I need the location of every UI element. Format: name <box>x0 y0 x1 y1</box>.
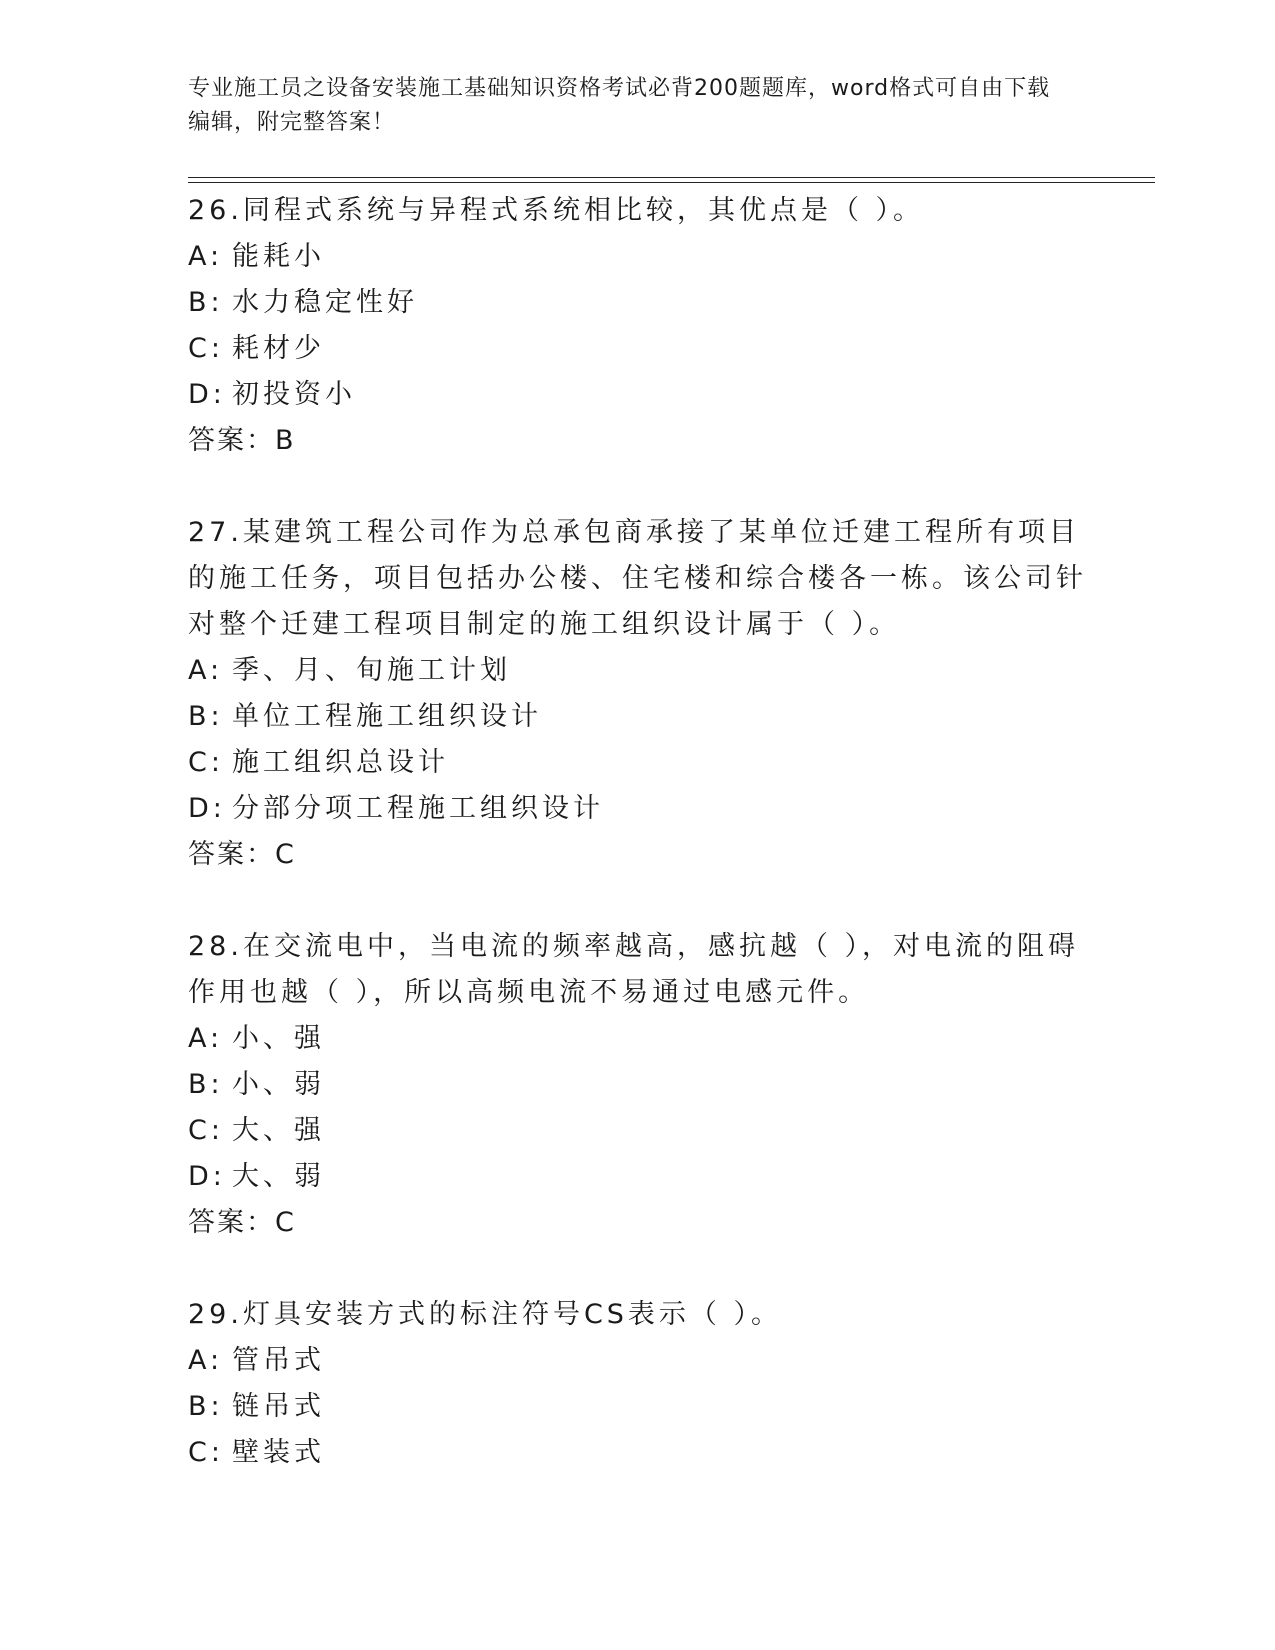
question-stem: 26.同程式系统与异程式系统相比较，其优点是（ ）。 <box>188 195 925 226</box>
document-header: 专业施工员之设备安装施工基础知识资格考试必背200题题库，word格式可自由下载编辑，附完整答案！ <box>188 76 1051 135</box>
option-letter: B: <box>188 701 224 732</box>
option-b <box>188 280 1088 326</box>
option-letter: C: <box>188 333 224 364</box>
question-stem: 28.在交流电中，当电流的频率越高，感抗越（ ），对电流的阻碍作用也越（ ），所以高频电流不易通过电感元件。 <box>188 931 1080 1008</box>
option-letter: D: <box>188 1161 226 1192</box>
option-text: 单位工程施工组织设计 <box>232 701 542 732</box>
option-letter: B: <box>188 1069 224 1100</box>
answer-line: 答案：C <box>188 839 296 870</box>
option-d <box>188 1154 1088 1200</box>
option-letter: C: <box>188 1437 224 1468</box>
option-a <box>188 234 1088 280</box>
question-28 <box>188 924 1088 1246</box>
option-text: 施工组织总设计 <box>232 747 449 778</box>
option-c <box>188 740 1088 786</box>
option-letter: A: <box>188 655 224 686</box>
option-c <box>188 1430 1088 1476</box>
option-d <box>188 372 1088 418</box>
option-b <box>188 694 1088 740</box>
question-29 <box>188 1292 1088 1476</box>
option-text: 能耗小 <box>232 241 325 272</box>
option-text: 链吊式 <box>232 1391 325 1422</box>
option-text: 壁装式 <box>232 1437 325 1468</box>
option-letter: C: <box>188 1115 224 1146</box>
answer-line: 答案：B <box>188 425 296 456</box>
option-text: 大、强 <box>232 1115 325 1146</box>
option-a <box>188 1338 1088 1384</box>
option-letter: A: <box>188 1345 224 1376</box>
option-a <box>188 648 1088 694</box>
question-26 <box>188 188 1088 464</box>
option-text: 分部分项工程施工组织设计 <box>232 793 604 824</box>
option-c <box>188 1108 1088 1154</box>
option-letter: D: <box>188 379 226 410</box>
option-text: 小、强 <box>232 1023 325 1054</box>
option-text: 小、弱 <box>232 1069 325 1100</box>
question-27 <box>188 510 1088 878</box>
question-stem: 27.某建筑工程公司作为总承包商承接了某单位迁建工程所有项目的施工任务，项目包括办公楼、住宅楼和综合楼各一栋。该公司针对整个迁建工程项目制定的施工组织设计属于（ ）。 <box>188 517 1087 640</box>
option-letter: C: <box>188 747 224 778</box>
option-d <box>188 786 1088 832</box>
option-text: 大、弱 <box>232 1161 325 1192</box>
answer-line: 答案：C <box>188 1207 296 1238</box>
option-letter: A: <box>188 1023 224 1054</box>
option-c <box>188 326 1088 372</box>
question-stem: 29.灯具安装方式的标注符号CS表示（ ）。 <box>188 1299 783 1330</box>
option-text: 水力稳定性好 <box>232 287 418 318</box>
option-b <box>188 1384 1088 1430</box>
option-b <box>188 1062 1088 1108</box>
option-letter: D: <box>188 793 226 824</box>
option-a <box>188 1016 1088 1062</box>
option-letter: A: <box>188 241 224 272</box>
option-letter: B: <box>188 287 224 318</box>
option-text: 管吊式 <box>232 1345 325 1376</box>
header-divider-top <box>188 177 1155 178</box>
header-divider-bottom <box>188 182 1155 183</box>
option-letter: B: <box>188 1391 224 1422</box>
option-text: 季、月、旬施工计划 <box>232 655 511 686</box>
option-text: 初投资小 <box>232 379 356 410</box>
question-list <box>188 188 1088 1522</box>
option-text: 耗材少 <box>232 333 325 364</box>
